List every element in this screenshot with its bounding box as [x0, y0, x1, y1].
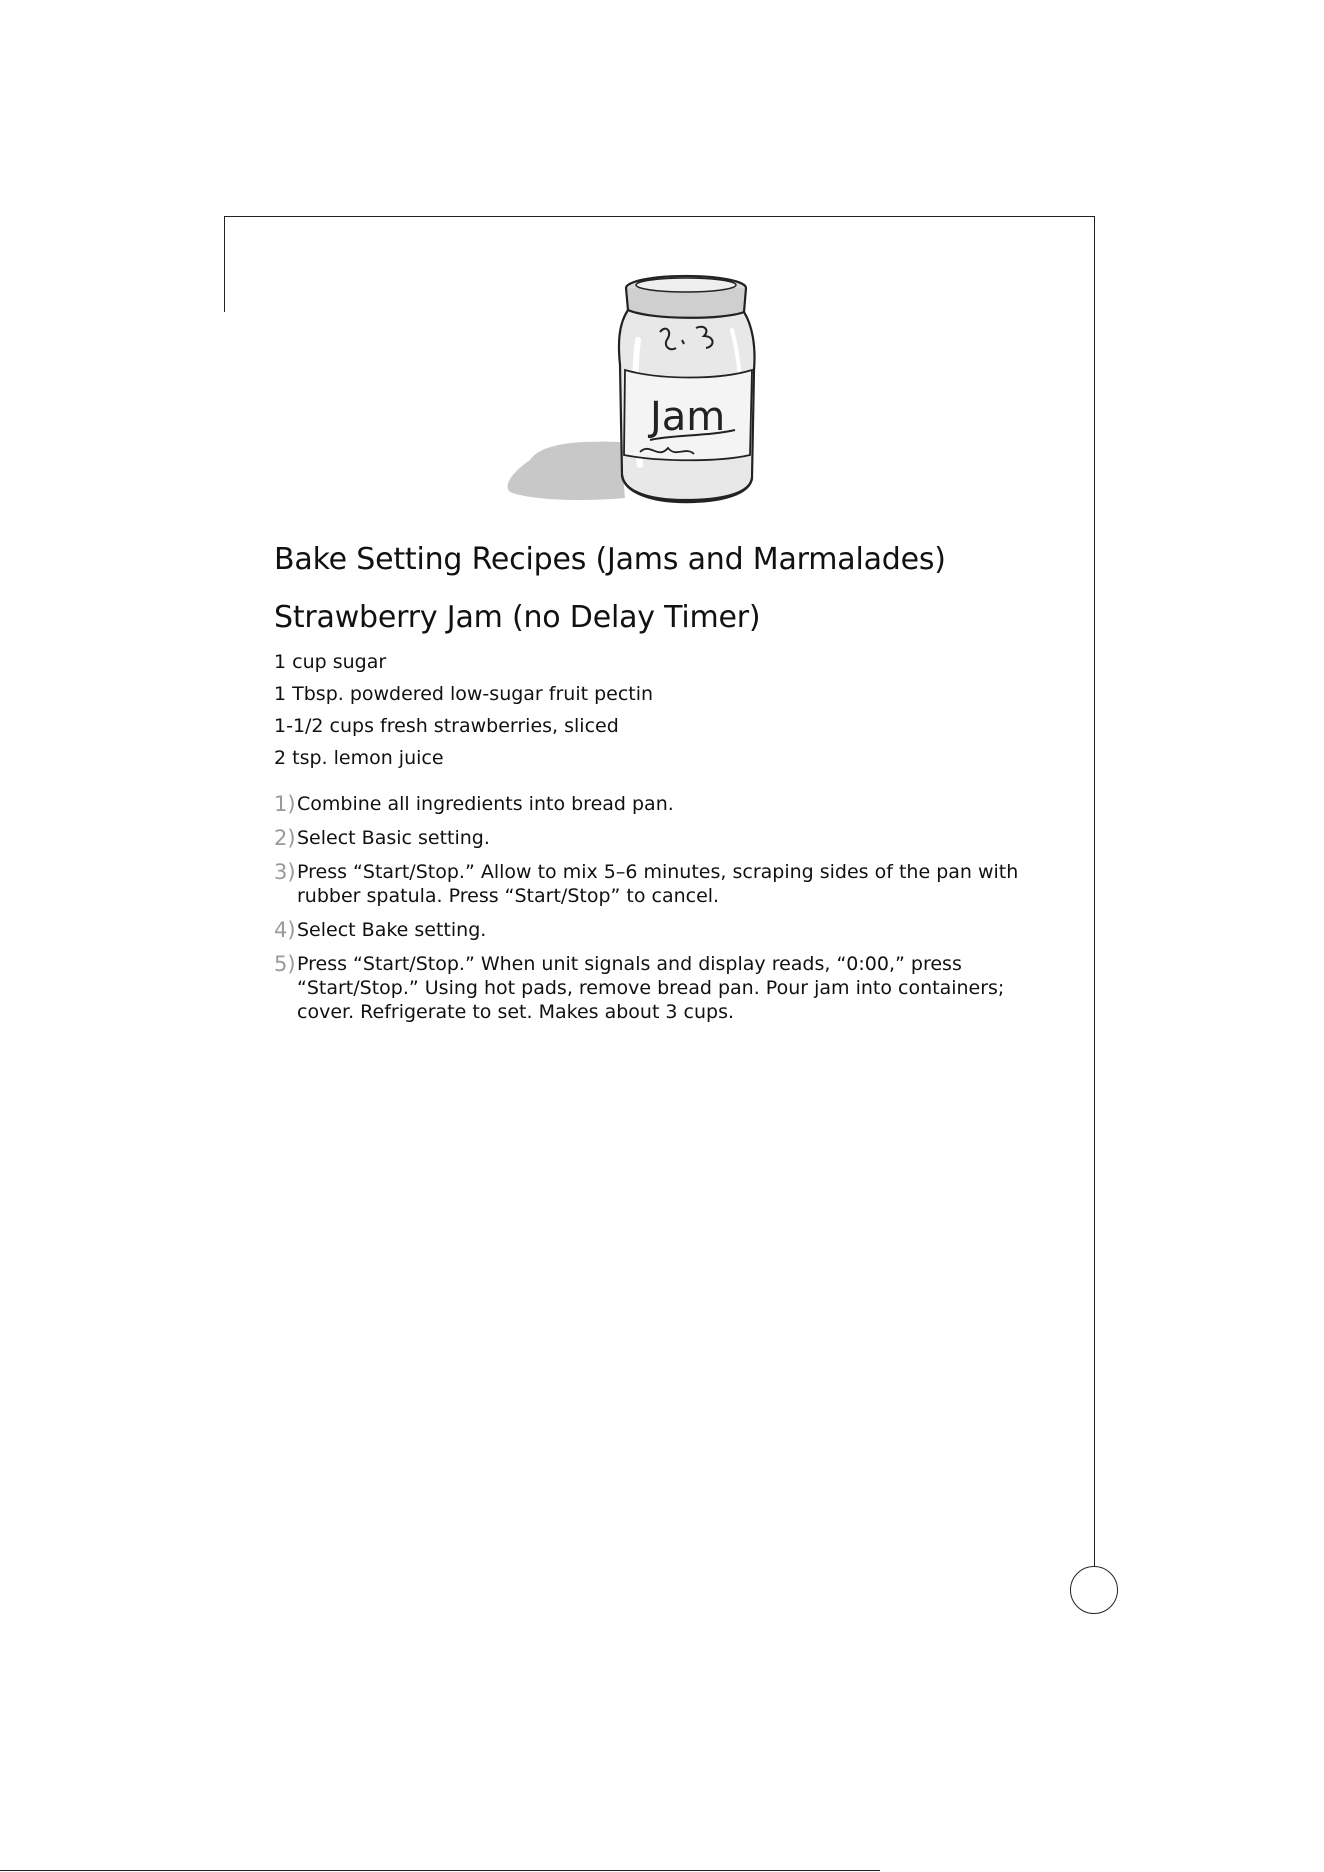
- step-number: 2): [274, 826, 296, 850]
- step-item: [274, 826, 1054, 850]
- step-text: Select Basic setting.: [297, 827, 490, 849]
- ingredient-item: 1 cup sugar: [274, 651, 387, 673]
- step-text: Press “Start/Stop.” Allow to mix 5–6 minutes, scraping sides of the pan with rubber spatula. Press “Start/Stop” to cancel.: [297, 861, 1019, 907]
- ingredient-item: 2 tsp. lemon juice: [274, 747, 444, 769]
- ingredient-list: [274, 646, 1054, 774]
- jar-label-text: Jam: [650, 394, 726, 440]
- step-item: [274, 792, 1054, 816]
- step-text: Combine all ingredients into bread pan.: [297, 793, 674, 815]
- step-number: 5): [274, 952, 296, 976]
- step-item: [274, 952, 1054, 1024]
- bottom-rule: [0, 1870, 880, 1871]
- frame-left-tick: [224, 216, 225, 312]
- recipe-content: [274, 538, 1054, 1034]
- ingredient-item: 1-1/2 cups fresh strawberries, sliced: [274, 715, 619, 737]
- step-item: [274, 860, 1054, 908]
- step-item: [274, 918, 1054, 942]
- page-number-circle: [1070, 1566, 1118, 1614]
- step-number: 3): [274, 860, 296, 884]
- jam-jar-illustration: [500, 270, 770, 515]
- recipe-title: Strawberry Jam (no Delay Timer): [274, 600, 761, 635]
- step-text: Press “Start/Stop.” When unit signals and display reads, “0:00,” press “Start/Stop.” Using hot pads, remove bread pan. Pour jam into containers; cover. Refrigerate to set. Makes about 3 cups.: [297, 953, 1005, 1023]
- section-title: Bake Setting Recipes (Jams and Marmalades): [274, 542, 946, 577]
- step-text: Select Bake setting.: [297, 919, 487, 941]
- step-number: 1): [274, 792, 296, 816]
- step-list: [274, 792, 1054, 1024]
- step-number: 4): [274, 918, 296, 942]
- ingredient-item: 1 Tbsp. powdered low-sugar fruit pectin: [274, 683, 654, 705]
